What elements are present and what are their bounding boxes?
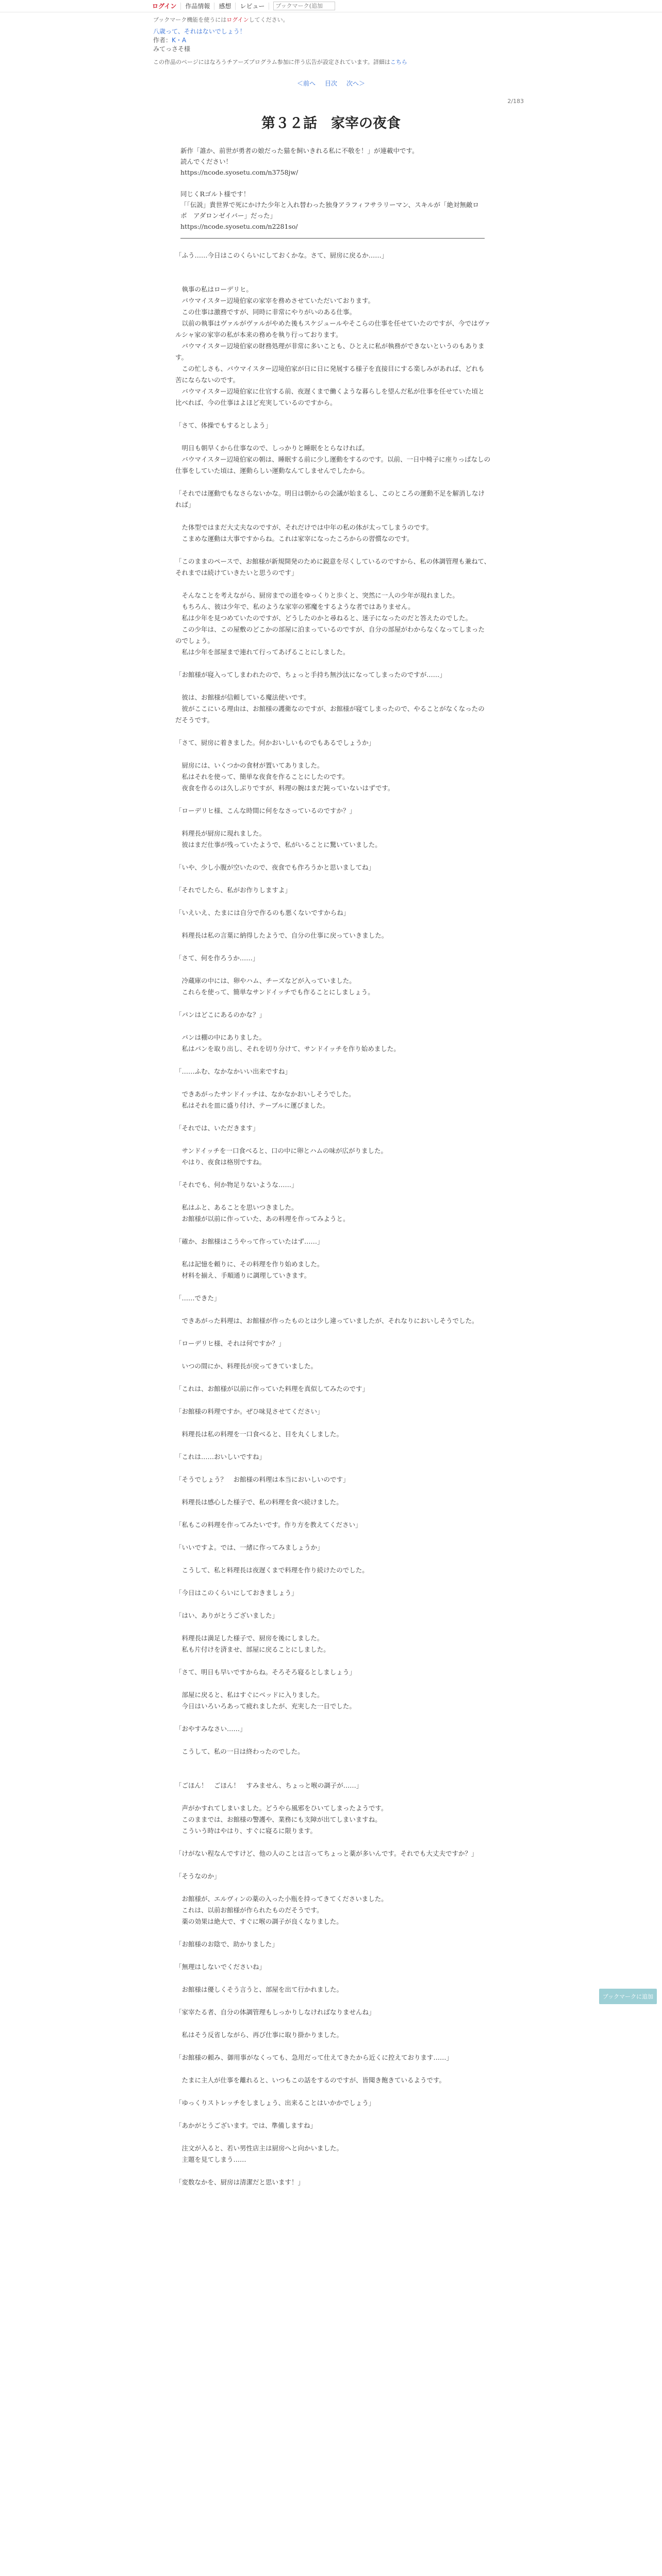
body-paragraph: 「お館様の料理ですか。ぜひ味見させてください」 bbox=[175, 1408, 324, 1415]
body-paragraph: 執事の私はローデリヒ。 bbox=[175, 285, 253, 293]
body-paragraph bbox=[175, 726, 491, 737]
body-paragraph bbox=[175, 431, 491, 443]
body-paragraph bbox=[175, 919, 491, 930]
body-paragraph: 「いえいえ、たまには自分で作るのも悪くないですからね」 bbox=[175, 909, 350, 917]
body-paragraph bbox=[175, 1531, 491, 1542]
ad-notice-link[interactable]: こちら bbox=[390, 59, 407, 65]
body-paragraph bbox=[175, 2063, 491, 2075]
body-paragraph bbox=[175, 1077, 491, 1089]
login-note-text: ブックマーク機能を使うには bbox=[153, 16, 227, 23]
body-paragraph bbox=[175, 2041, 491, 2052]
body-paragraph bbox=[175, 579, 491, 590]
body-paragraph: 声がかすれてしまいました。どうやら風邪をひいてしまったようです。 bbox=[175, 1804, 388, 1812]
body-paragraph bbox=[175, 794, 491, 805]
body-paragraph bbox=[175, 1882, 491, 1893]
body-paragraph bbox=[175, 1712, 491, 1723]
body-paragraph: もちろん、彼は少年で、私のような家宰の邪魔をするような者ではありません。 bbox=[175, 603, 415, 611]
body-paragraph: 「けがない程なんですけど、他の人のことは言ってちょっと薬が多いんです。それでも大丈夫ですか？」 bbox=[175, 1850, 478, 1857]
body-paragraph bbox=[175, 658, 491, 669]
body-paragraph bbox=[175, 1859, 491, 1871]
login-note-suffix: してください。 bbox=[249, 16, 289, 23]
body-paragraph bbox=[175, 873, 491, 885]
body-paragraph: 私はパンを取り出し、それを切り分けて、サンドイッチを作り始めました。 bbox=[175, 1045, 400, 1053]
body-paragraph: 「お館様が寝入ってしまわれたので、ちょっと手持ち無沙汰になってしまったのですが……」 bbox=[175, 671, 446, 679]
body-paragraph: 「それでは運動でもなさらないかな。明日は朝からの会議が始まるし、このところの運動不足を解消しなければ」 bbox=[175, 489, 485, 509]
body-paragraph bbox=[175, 1463, 491, 1474]
top-nav bbox=[0, 0, 662, 12]
body-paragraph bbox=[175, 998, 491, 1009]
ad-notice-text: この作品のページにはなろうチアーズプログラム参加に伴う広告が設定されています。詳細は bbox=[153, 59, 390, 65]
preface bbox=[180, 145, 485, 232]
body-paragraph: 私は記憶を頼りに、その料理を作り始めました。 bbox=[175, 1260, 324, 1268]
body-paragraph: 私はそれを使って、簡単な夜食を作ることにしたのです。 bbox=[175, 773, 349, 781]
body-paragraph: 「はい、ありがとうございました」 bbox=[175, 1612, 279, 1619]
body-paragraph bbox=[175, 261, 491, 273]
body-paragraph bbox=[175, 1395, 491, 1406]
body-paragraph: 「いいですよ。では、一緒に作ってみましょうか」 bbox=[175, 1544, 324, 1551]
body-paragraph: 彼は、お館様が信頼している魔法使いです。 bbox=[175, 693, 310, 701]
body-paragraph bbox=[175, 1769, 491, 1780]
chapter-body bbox=[175, 250, 491, 2188]
nav-item-review[interactable]: レビュー bbox=[236, 3, 269, 10]
body-paragraph bbox=[175, 1281, 491, 1293]
body-paragraph: 「無理はしないでくださいね」 bbox=[175, 1963, 266, 1971]
body-paragraph bbox=[175, 477, 491, 488]
body-paragraph bbox=[175, 1327, 491, 1338]
body-paragraph: できあがったサンドイッチは、なかなかおいしそうでした。 bbox=[175, 1090, 355, 1098]
body-paragraph bbox=[175, 1225, 491, 1236]
body-paragraph: 「それでも、何か物足りないような……」 bbox=[175, 1181, 298, 1189]
body-paragraph bbox=[175, 681, 491, 692]
body-paragraph: 「お館様のお陰で、助かりました」 bbox=[175, 1940, 278, 1948]
body-paragraph bbox=[175, 2086, 491, 2097]
body-paragraph: 材料を揃え、手順通りに調理していきます。 bbox=[175, 1272, 311, 1279]
index-link[interactable]: 目次 bbox=[324, 80, 337, 87]
body-paragraph: 厨房には、いくつかの食材が置いてありました。 bbox=[175, 761, 324, 769]
body-paragraph: こまめな運動は大事ですからね。これは家宰になったころからの習慣なのです。 bbox=[175, 535, 413, 543]
body-paragraph: 「さて、何を作ろうか……」 bbox=[175, 954, 259, 962]
body-paragraph: 「あかがとうございます。では、準備しますね」 bbox=[175, 2122, 317, 2129]
login-note-link[interactable]: ログイン bbox=[226, 16, 249, 23]
body-paragraph: 「さて、厨房に着きました。何かおいしいものでもあるでしょうか」 bbox=[175, 739, 375, 747]
body-paragraph bbox=[175, 1553, 491, 1565]
body-paragraph: 料理長は感心した様子で、私の料理を食べ続けました。 bbox=[175, 1498, 343, 1506]
body-paragraph: バウマイスター辺境伯家の財務処理が非常に多いことも、ひとえに私が執務ができないというのもあります。 bbox=[175, 342, 485, 361]
body-paragraph bbox=[175, 1599, 491, 1610]
body-paragraph: 「今日はこのくらいにしておきましょう」 bbox=[175, 1589, 298, 1597]
body-paragraph bbox=[175, 1927, 491, 1939]
body-paragraph: 「さて、体操でもするとしよう」 bbox=[175, 421, 272, 429]
preface-paragraph: https://ncode.syosetu.com/n3758jw/ bbox=[180, 168, 299, 176]
body-paragraph: 「これは……おいしいですね」 bbox=[175, 1453, 266, 1461]
body-paragraph bbox=[175, 1508, 491, 1519]
body-paragraph bbox=[175, 1191, 491, 1202]
body-paragraph: 料理長は満足した様子で、厨房を後にしました。 bbox=[175, 1634, 324, 1642]
body-paragraph: 「ローデリヒ様、それは何ですか？」 bbox=[175, 1340, 285, 1347]
body-paragraph: いつの間にか、料理長が戻ってきていました。 bbox=[175, 1362, 318, 1370]
body-paragraph: お館様が以前に作っていた、あの料理を作ってみようと。 bbox=[175, 1215, 350, 1223]
body-paragraph: 「家宰たる者、自分の体調管理もしっかりしなければなりませんね」 bbox=[175, 2008, 375, 2016]
body-paragraph bbox=[175, 511, 491, 522]
body-paragraph: 「パンはどこにあるのかな？」 bbox=[175, 1011, 266, 1019]
body-paragraph bbox=[175, 1111, 491, 1123]
body-paragraph: この仕事は激務ですが、同時に非常にやりがいのある仕事。 bbox=[175, 308, 356, 316]
body-paragraph: 「さて、明日も早いですからね。そろそろ寝るとしましょう」 bbox=[175, 1668, 356, 1676]
my-note: みてっさそ様 bbox=[153, 45, 191, 53]
body-paragraph: 「ローデリヒ様、こんな時間に何をなさっているのですか？」 bbox=[175, 807, 356, 815]
nav-item-impressions[interactable]: 感想 bbox=[214, 3, 236, 10]
body-paragraph bbox=[175, 2109, 491, 2120]
body-paragraph: こういう時はやはり、すぐに寝るに限ります。 bbox=[175, 1827, 317, 1835]
add-bookmark-button[interactable]: ブックマークに追加 bbox=[599, 1989, 657, 2004]
body-paragraph: バウマイスター辺境伯家に仕官する前、夜遅くまで働くような暮らしを望んだ私が仕事を任せていた頃と比べれば、今の仕事はよほど充実しているのですから。 bbox=[175, 387, 485, 406]
login-note bbox=[153, 15, 662, 24]
body-paragraph bbox=[175, 851, 491, 862]
body-paragraph: 私はふと、あることを思いつきました。 bbox=[175, 1204, 298, 1211]
body-paragraph bbox=[175, 1055, 491, 1066]
body-paragraph: 「ふう……今日はこのくらいにしておくかな。さて、厨房に戻るか……」 bbox=[175, 251, 388, 259]
preface-divider bbox=[180, 238, 485, 239]
body-paragraph bbox=[175, 2131, 491, 2143]
body-paragraph bbox=[175, 409, 491, 420]
body-paragraph bbox=[175, 545, 491, 556]
login-link[interactable]: ログイン bbox=[148, 3, 181, 10]
nav-item-info[interactable]: 作品情報 bbox=[181, 3, 214, 10]
preface-paragraph: 新作「誰か、前世が勇者の娘だった猫を飼いきれる私に不敬を！」が連載中です。 bbox=[180, 147, 419, 155]
body-paragraph: 「……ふむ、なかなかいい出来ですね」 bbox=[175, 1067, 292, 1075]
chapter-title: 第３２話 家宰の夜食 bbox=[261, 115, 401, 131]
body-paragraph: 料理長は私の料理を一口食べると、目を丸くしました。 bbox=[175, 1430, 343, 1438]
body-paragraph: 私はそう反省しながら、再び仕事に取り掛かりました。 bbox=[175, 2031, 343, 2039]
body-paragraph: 「変数なかを、厨房は清潔だと思います！」 bbox=[175, 2178, 305, 2186]
body-paragraph: 以前の執事はヴァルがヴァルがやめた後もスケジュールやそこらの仕事を任せていたのですが、今ではヴァルシャ家の家宰の私が本来の務めを執り行っております。 bbox=[175, 319, 491, 338]
body-paragraph: 薬の効果は絶大で、すぐに喉の調子が良くなりました。 bbox=[175, 1918, 343, 1925]
body-paragraph: 「このままのペースで、お館様が新規開発のために鋭意を尽くしているのですから、私の体調管理も兼ねて、それまでは続けていきたいと思うのです」 bbox=[175, 557, 491, 577]
body-paragraph: 「そうなのか」 bbox=[175, 1872, 221, 1880]
body-paragraph bbox=[175, 1168, 491, 1179]
body-paragraph: やはり、夜食は格別ですね。 bbox=[175, 1158, 266, 1166]
body-paragraph: お館様は優しくそう言うと、部屋を出て行かれました。 bbox=[175, 1986, 343, 1993]
body-paragraph bbox=[175, 1134, 491, 1145]
author-label: 作者： bbox=[153, 37, 172, 44]
body-paragraph: お館様が、エルヴィンの薬の入った小瓶を持ってきてくださいました。 bbox=[175, 1895, 388, 1903]
body-paragraph: 私はそれを皿に盛り付け、テーブルに運びました。 bbox=[175, 1101, 329, 1109]
body-paragraph: 彼がここにいる理由は、お館様の護衛なのですが、お館様が寝てしまったので、やることがなくなったのだそうです。 bbox=[175, 705, 485, 724]
page-number: 2/183 bbox=[507, 98, 524, 105]
bookmark-search bbox=[273, 2, 335, 10]
body-paragraph bbox=[175, 941, 491, 953]
body-paragraph bbox=[175, 1678, 491, 1689]
body-paragraph: 私は少年を見つめていたのですが、どうしたのかと尋ねると、迷子になったのだと答えたのでした。 bbox=[175, 614, 472, 622]
body-paragraph bbox=[175, 273, 491, 284]
chapter-pager-top bbox=[0, 79, 662, 88]
body-paragraph bbox=[175, 1021, 491, 1032]
body-paragraph bbox=[175, 1791, 491, 1803]
body-paragraph: 「私もこの料理を作ってみたいです。作り方を教えてください」 bbox=[175, 1521, 362, 1529]
body-paragraph: 「いや、少し小腹が空いたので、夜食でも作ろうかと思いましてね」 bbox=[175, 863, 375, 871]
body-paragraph: バウマイスター辺境伯家の家宰を務めさせていただいております。 bbox=[175, 297, 375, 304]
body-paragraph: 「確か、お館様はこうやって作っていたはず……」 bbox=[175, 1238, 324, 1245]
body-paragraph: た体型ではまだ大丈夫なのですが、それだけでは中年の私の体が太ってしまうのです。 bbox=[175, 523, 433, 531]
body-paragraph: 「ごほん！ ごほん！ すみません、ちょっと喉の調子が……」 bbox=[175, 1782, 363, 1789]
body-paragraph: このままでは、お館様の警護や、業務にも支障が出てしまいますね。 bbox=[175, 1816, 382, 1823]
body-paragraph: 注文が入ると、若い男性店主は厨房へと向かいました。 bbox=[175, 2144, 343, 2152]
body-paragraph: 冷蔵庫の中には、卵やハム、チーズなどが入っていました。 bbox=[175, 977, 356, 985]
body-paragraph: これは、以前お館様が作られたものだそうです。 bbox=[175, 1906, 323, 1914]
body-paragraph: 料理長が厨房に現れました。 bbox=[175, 829, 266, 837]
body-paragraph: 明日も朝早くから仕事なので、しっかりと睡眠をとらなければ。 bbox=[175, 444, 369, 452]
body-paragraph bbox=[175, 1995, 491, 2007]
preface-paragraph bbox=[180, 178, 485, 189]
body-paragraph: たまに主人が仕事を離れると、いつもこの話をするのですが、皆聞き飽きているようです。 bbox=[175, 2076, 446, 2084]
body-paragraph: そんなことを考えながら、厨房までの道をゆっくりと歩くと、突然に一人の少年が現れました。 bbox=[175, 591, 459, 599]
body-paragraph: 私も片付けを済ませ、部屋に戻ることにしました。 bbox=[175, 1646, 330, 1653]
body-paragraph: 「それでは、いただきます」 bbox=[175, 1124, 259, 1132]
body-paragraph bbox=[175, 1372, 491, 1383]
body-paragraph bbox=[175, 1485, 491, 1497]
body-paragraph: 夜食を作るのは久しぶりですが、料理の腕はまだ鈍っていないはずです。 bbox=[175, 784, 394, 792]
body-paragraph: 料理長は私の言葉に納得したようで、自分の仕事に戻っていきました。 bbox=[175, 931, 388, 939]
body-paragraph: 彼はまだ仕事が残っていたようで、私がいることに驚いていました。 bbox=[175, 841, 382, 849]
body-paragraph bbox=[175, 1417, 491, 1429]
body-paragraph bbox=[175, 1304, 491, 1315]
body-paragraph bbox=[175, 749, 491, 760]
body-paragraph bbox=[175, 2165, 491, 2177]
body-paragraph bbox=[175, 1757, 491, 1769]
body-paragraph bbox=[175, 1973, 491, 1984]
preface-paragraph: 「「伝説」貴世界で死にかけた少年と入れ替わった独身アラフィフサラリーマン、スキルが「絶対無敵ロボ アダロンゼイバー」だった」 bbox=[180, 201, 479, 219]
bookmark-input[interactable] bbox=[273, 2, 335, 10]
body-paragraph bbox=[175, 1576, 491, 1587]
body-paragraph: 「そうでしょう？ お館様の料理は本当においしいのです」 bbox=[175, 1476, 350, 1483]
body-paragraph: 私は少年を部屋まで連れて行ってあげることにしました。 bbox=[175, 648, 350, 656]
preface-paragraph: https://ncode.syosetu.com/n2281so/ bbox=[180, 223, 298, 230]
preface-paragraph: 読んでください！ bbox=[180, 158, 233, 165]
body-paragraph: この少年は、この屋敷のどこかの部屋に泊まっているのですが、自分の部屋がわからなくなってしまったのでしょう。 bbox=[175, 625, 485, 645]
body-paragraph: できあがった料理は、お館様が作ったものとは少し違っていましたが、それなりにおいしそうでした。 bbox=[175, 1317, 478, 1325]
author-line bbox=[153, 36, 662, 45]
body-paragraph bbox=[175, 2018, 491, 2029]
preface-paragraph: 同じくRゴルト様です！ bbox=[180, 190, 250, 198]
body-paragraph bbox=[175, 1349, 491, 1361]
body-paragraph: 「ゆっくりストレッチをしましょう、出来ることはいかかでしょう」 bbox=[175, 2099, 375, 2107]
next-chapter-link[interactable]: 次へ＞ bbox=[346, 80, 366, 87]
body-paragraph: 今日はいろいろあって疲れましたが、充実した一日でした。 bbox=[175, 1702, 356, 1710]
body-paragraph: 「……できた」 bbox=[175, 1294, 221, 1302]
body-paragraph: 主題を見てしまう…… bbox=[175, 2156, 246, 2163]
body-paragraph: この忙しさも、バウマイスター辺境伯家が日に日に発展する様子を直接目にする楽しみがあれば、どれも苦にならないのです。 bbox=[175, 365, 485, 384]
body-paragraph bbox=[175, 1655, 491, 1667]
body-paragraph: 「これは、お館様が以前に作っていた料理を真似してみたのです」 bbox=[175, 1385, 369, 1393]
body-paragraph bbox=[175, 1247, 491, 1259]
body-paragraph: 「おやすみなさい……」 bbox=[175, 1725, 246, 1733]
body-paragraph bbox=[175, 1735, 491, 1746]
body-paragraph bbox=[175, 1621, 491, 1633]
series-title[interactable]: 八歳って、それはないでしょう！ bbox=[153, 28, 246, 35]
body-paragraph bbox=[175, 1440, 491, 1451]
body-paragraph bbox=[175, 817, 491, 828]
novel-header bbox=[0, 12, 662, 66]
body-paragraph: サンドイッチを一口食べると、口の中に卵とハムの味が広がりました。 bbox=[175, 1147, 388, 1155]
body-paragraph bbox=[175, 896, 491, 907]
body-paragraph: 「お館様の頼み、御用事がなくっても、急用だって仕えてきたから近くに控えております……」 bbox=[175, 2054, 453, 2061]
body-paragraph: パンは棚の中にありました。 bbox=[175, 1033, 266, 1041]
body-paragraph bbox=[175, 1837, 491, 1848]
body-paragraph: バウマイスター辺境伯家の朝は、睡眠する前に少し運動をするのです。以前、一日中椅子に座りっぱなしの仕事をしていた頃は、運動らしい運動なんてしませんでしたから。 bbox=[175, 455, 491, 474]
body-paragraph: こうして、私と料理長は夜遅くまで料理を作り続けたのでした。 bbox=[175, 1566, 369, 1574]
body-paragraph: これらを使って、簡単なサンドイッチでも作ることにしましょう。 bbox=[175, 988, 374, 996]
ad-notice bbox=[153, 58, 662, 66]
author-link[interactable]: K・A bbox=[172, 37, 187, 44]
body-paragraph: 「それでしたら、私がお作りしますよ」 bbox=[175, 886, 292, 894]
prev-chapter-link[interactable]: ＜前へ bbox=[296, 80, 316, 87]
body-paragraph bbox=[175, 964, 491, 975]
body-paragraph: こうして、私の一日は終わったのでした。 bbox=[175, 1748, 304, 1755]
body-paragraph: 部屋に戻ると、私はすぐにベッドに入りました。 bbox=[175, 1691, 324, 1699]
body-paragraph bbox=[175, 1950, 491, 1961]
